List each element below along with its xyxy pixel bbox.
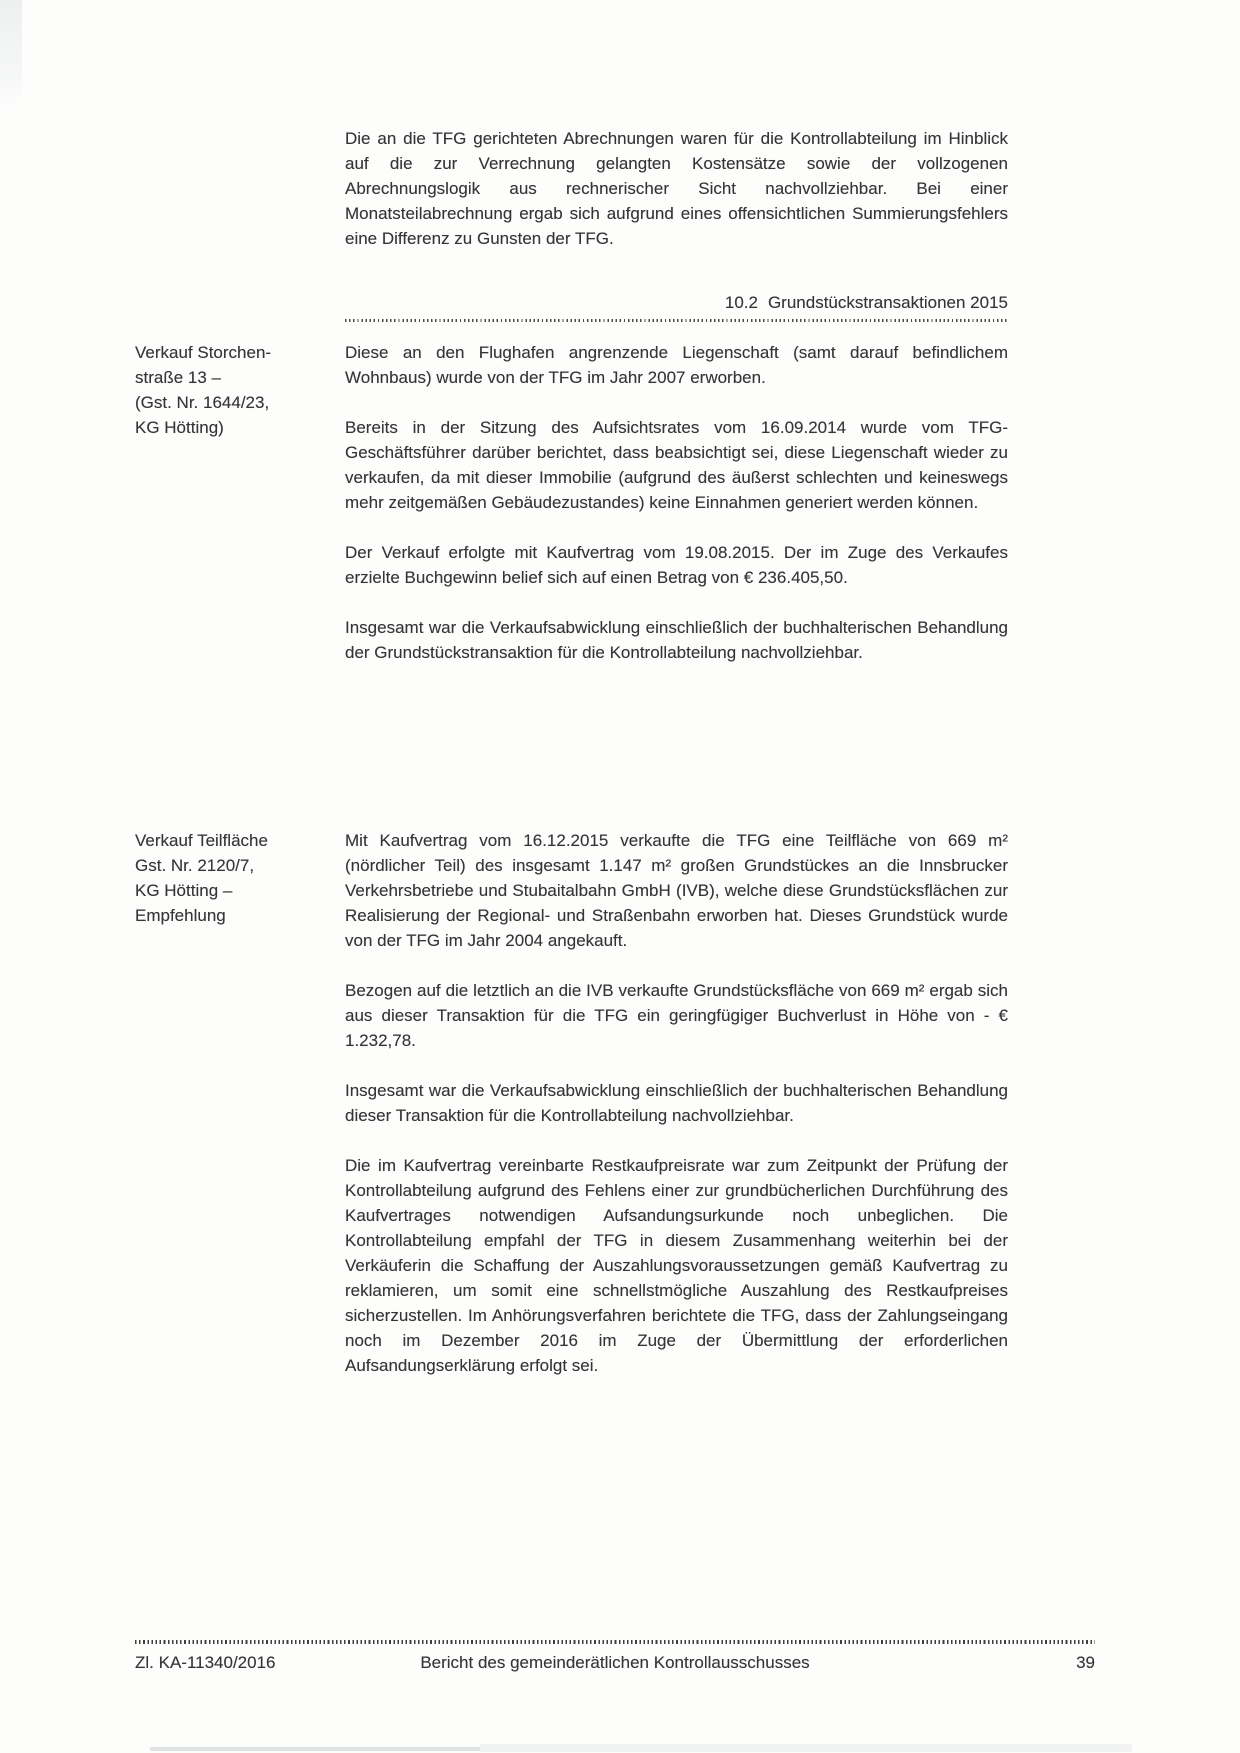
section-body: [345, 828, 1008, 1403]
section-verkauf-storchenstrasse: [135, 340, 1008, 690]
margin-label-line: Empfehlung: [135, 906, 226, 925]
footer-page-number: 39: [1076, 1652, 1095, 1672]
section-heading-number: 10.2: [724, 293, 758, 312]
footer-reference-number: Zl. KA-11340/2016: [135, 1652, 276, 1672]
page-footer: [135, 1640, 1095, 1674]
scan-artifact-bottom-left: [150, 1747, 482, 1751]
section-heading-title: Grundstückstransaktionen 2015: [767, 293, 1008, 312]
heading-divider-dotted-line: [345, 319, 1008, 322]
intro-paragraph-block: [345, 126, 1008, 276]
margin-label-line: Gst. Nr. 2120/7,: [135, 856, 255, 875]
margin-label-line: KG Hötting –: [135, 881, 233, 900]
section-heading: [345, 292, 1008, 314]
section-verkauf-teilflaeche: [135, 828, 1008, 1403]
scan-artifact-bottom-right: [480, 1744, 1132, 1752]
margin-label-storchenstrasse: [135, 340, 345, 690]
margin-label-line: Verkauf Teilfläche: [135, 831, 268, 850]
paragraph-aufsichtsrat: Bereits in der Sitzung des Aufsichtsrates vom 16.09.2014 wurde vom TFG-Geschäftsführer darüber berichtet, dass beabsichtigt sei, diese Liegenschaft wieder zu verkaufen, da mit dieser Immobilie (aufgrund des äußerst schlechten und keineswegs mehr zeitgemäßen Gebäudezustandes) keine Einnahmen generiert werden können.: [345, 418, 1008, 512]
paragraph-buchgewinn: Der Verkauf erfolgte mit Kaufvertrag vom 19.08.2015. Der im Zuge des Verkaufes erzielte Buchgewinn belief sich auf einen Betrag von € 236.405,50.: [345, 543, 1008, 587]
footer-document-title: Bericht des gemeinderätlichen Kontrollausschusses: [420, 1652, 810, 1672]
footer-divider-dotted-line: [135, 1640, 1095, 1644]
paragraph-kaufvertrag-ivb: Mit Kaufvertrag vom 16.12.2015 verkaufte die TFG eine Teilfläche von 669 m² (nördlicher Teil) des insgesamt 1.147 m² großen Grundstückes an die Innsbrucker Verkehrsbetriebe und Stubaitalbahn GmbH (IVB), welche diese Grundstücksflächen zur Realisierung der Regional- und Straßenbahn erworben hat. Dieses Grundstück wurde von der TFG im Jahr 2004 angekauft.: [345, 831, 1008, 950]
paragraph-restkaufpreisrate: Die im Kaufvertrag vereinbarte Restkaufpreisrate war zum Zeitpunkt der Prüfung der Kontrollabteilung aufgrund des Fehlens einer zur grundbücherlichen Durchführung des Kaufvertrages notwendigen Aufsandungsurkunde noch unbeglichen. Die Kontrollabteilung empfahl der TFG in diesem Zusammenhang weiterhin bei der Verkäuferin die Schaffung der Auszahlungsvoraussetzungen gemäß Kaufvertrag zu reklamieren, um somit eine schnellstmögliche Auszahlung des Restkaufpreises sicherzustellen. Im Anhörungsverfahren berichtete die TFG, dass der Zahlungseingang noch im Dezember 2016 im Zuge der Übermittlung der erforderlichen Aufsandungserklärung erfolgt sei.: [345, 1156, 1008, 1375]
margin-label-line: (Gst. Nr. 1644/23,: [135, 393, 270, 412]
paragraph-nachvollziehbar-2: Insgesamt war die Verkaufsabwicklung einschließlich der buchhalterischen Behandlung dieser Transaktion für die Kontrollabteilung nachvollziehbar.: [345, 1081, 1008, 1125]
scan-artifact-top-left: [0, 0, 22, 108]
paragraph-buchverlust: Bezogen auf die letztlich an die IVB verkaufte Grundstücksfläche von 669 m² ergab sich aus dieser Transaktion für die TFG ein geringfügiger Buchverlust in Höhe von - € 1.232,78.: [345, 981, 1008, 1050]
margin-label-line: straße 13 –: [135, 368, 221, 387]
section-heading-block: [345, 292, 1008, 322]
paragraph-abrechnungen: Die an die TFG gerichteten Abrechnungen waren für die Kontrollabteilung im Hinblick auf die zur Verrechnung gelangten Kostensätze sowie der vollzogenen Abrechnungslogik aus rechnerischer Sicht nachvollziehbar. Bei einer Monatsteilabrechnung ergab sich aufgrund eines offensichtlichen Summierungsfehlers eine Differenz zu Gunsten der TFG.: [345, 129, 1008, 248]
footer-line: [135, 1652, 1095, 1674]
paragraph-nachvollziehbar-1: Insgesamt war die Verkaufsabwicklung einschließlich der buchhalterischen Behandlung der Grundstückstransaktion für die Kontrollabteilung nachvollziehbar.: [345, 618, 1008, 662]
paragraph-liegenschaft: Diese an den Flughafen angrenzende Liegenschaft (samt darauf befindlichem Wohnbaus) wurde von der TFG im Jahr 2007 erworben.: [345, 343, 1008, 387]
margin-label-line: KG Hötting): [135, 418, 224, 437]
section-body: [345, 340, 1008, 690]
margin-label-line: Verkauf Storchen-: [135, 343, 272, 362]
margin-label-teilflaeche: [135, 828, 345, 1403]
